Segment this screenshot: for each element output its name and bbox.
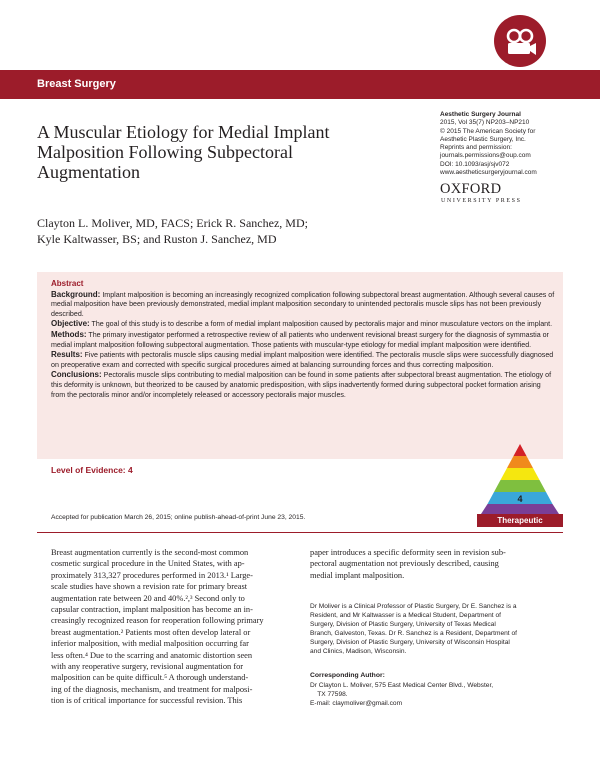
abstract [51,279,556,400]
body-column-right [310,547,550,581]
methods-text: The primary investigator performed a retrospective review of all patients who underwent revisional breast surgery for the diagnosis of symmastia or medial implant malposition following subpectoral augmentation. Those patients with muscular-type etiology for medial implant malposition were identified. [51,330,549,349]
journal-volume: 2015, Vol 35(7) NP203–NP210 [440,119,530,127]
video-camera-icon [494,15,546,67]
corresponding-author [310,681,560,708]
results-text: Five patients with pectoralis muscle slips causing medial implant malposition were identified. The pectoralis muscle slips were successfully diagnosed on preoperative exam and corrected with specific surgical procedures aimed at balancing surrounding forces and thus correcting malposition. [51,351,554,369]
copyright-line: Aesthetic Plastic Surgery, Inc. [440,135,526,143]
body-line: breast augmentation.² Patients most often develop lateral or [51,627,251,637]
abstract-objective [51,319,556,330]
affiliation-line: Branch, Galveston, Texas. Dr R. Sanchez is a Resident, Department of [310,629,517,637]
objective-text: The goal of this study is to describe a form of medial implant malposition caused by pectoralis major and minor musculature vectors on the implant. [91,320,553,329]
affiliation-line: Surgery, Division of Plastic Surgery, University of Wisconsin Hospital [310,638,510,646]
body-line: creasingly recognized reason for reoperation following primary [51,616,264,626]
body-line: inferior malposition, with medial malposition occurring far [51,639,249,649]
journal-meta [440,111,575,177]
pyramid-tier-4 [494,480,546,492]
body-line: proximately 313,327 procedures performed in 2013.¹ Large- [51,570,253,580]
title-line: Augmentation [37,162,140,182]
title-line: A Muscular Etiology for Medial Implant [37,122,330,142]
affiliation-line: Dr Moliver is a Clinical Professor of Plastic Surgery, Dr E. Sanchez is a [310,603,517,610]
results-label: Results: [51,350,83,360]
body-line: ing of the diagnosis, mechanism, and treatment for malposi- [51,684,253,694]
pyramid-tier-1 [514,444,527,456]
pyramid-tier-6 [481,504,559,514]
body-column-left [51,547,289,707]
level-of-evidence: Level of Evidence: 4 [51,465,133,475]
doi: DOI: 10.1093/asj/sjv072 [440,160,510,168]
evidence-type-label: Therapeutic [477,514,563,527]
author-line: Clayton L. Moliver, MD, FACS; Erick R. Sanchez, MD; [37,216,308,230]
body-line: medial implant malposition. [310,570,405,580]
publisher-logo: OXFORD [440,181,502,197]
body-line: less often.⁴ Due to the scarring and anatomic distortion seen [51,650,253,660]
author-affiliations [310,603,560,656]
corresponding-email[interactable]: E-mail: claymoliver@gmail.com [310,700,403,707]
body-line: Breast augmentation currently is the second-most common [51,548,249,557]
conclusions-label: Conclusions: [51,370,102,380]
permissions-email: journals.permissions@oup.com [440,152,531,160]
affiliation-line: and Clinics, Madison, Wisconsin. [310,647,407,655]
body-line: pectoral augmentation not previously described, causing [310,559,499,569]
affiliation-line: Surgery, Division of Plastic Surgery, University of Texas Medical [310,620,496,628]
corresponding-author-heading: Corresponding Author: [310,672,385,679]
author-line: Kyle Kaltwasser, BS; and Ruston J. Sanchez, MD [37,232,277,246]
body-line: augmentation rate between 20 and 40%.²,³ Second only to [51,593,245,603]
pyramid-tier-3 [501,468,540,480]
section-label: Breast Surgery [37,78,116,90]
article-title [37,122,382,182]
abstract-background [51,290,556,320]
journal-url: www.aestheticsurgeryjournal.com [440,169,537,177]
abstract-methods [51,330,556,350]
body-line: capsular contraction, implant malposition has become an in- [51,605,253,615]
background-text: Implant malposition is becoming an increasingly recognized complication following subpectoral breast augmentation. Although several causes of medial malposition have been previously demonstrated, medial implant malposition secondary to unintended pectoralis muscle slips has not been previously described. [51,290,555,318]
title-line: Malposition Following Subpectoral [37,142,293,162]
pyramid-tier-2 [507,456,533,468]
conclusions-text: Pectoralis muscle slips contributing to medial malposition can be found in some patients after subpectoral breast augmentation. The etiology of this deformity is unknown, but theorized to be caused by anatomic predisposition, with slips inadvertently formed during subpectoral pocket formation arising from the pectoralis minor and/or incompletely released or accessory pectoralis major muscles. [51,371,552,399]
corresponding-line: TX 77598. [310,691,348,698]
body-line: malposition can be quite difficult.⁵ A thorough understand- [51,673,249,683]
body-line: paper introduces a specific deformity seen in revision sub- [310,548,506,557]
author-list [37,215,308,247]
section-banner [0,70,600,99]
body-line: tion is of critical importance for successful revision. This [51,696,243,706]
accepted-line: Accepted for publication March 26, 2015; online publish-ahead-of-print June 23, 2015. [51,514,306,521]
body-line: with any reoperative surgery, revisional augmentation for [51,662,244,672]
publisher-sub: UNIVERSITY PRESS [441,198,522,204]
objective-label: Objective: [51,319,90,329]
journal-logo [494,15,546,67]
body-line: scale studies have shown a revision rate for primary breast [51,582,248,592]
body-line: cosmetic surgical procedure in the United States, with ap- [51,559,245,569]
abstract-heading: Abstract [51,279,84,288]
journal-name: Aesthetic Surgery Journal [440,111,521,118]
abstract-results [51,350,556,370]
reprints-label: Reprints and permission: [440,144,512,152]
abstract-conclusions [51,370,556,400]
divider [37,532,563,533]
methods-label: Methods: [51,329,87,339]
copyright-line: © 2015 The American Society for [440,127,536,135]
background-label: Background: [51,289,101,299]
affiliation-line: Resident, and Mr Kaltwasser is a Medical Student, Department of [310,611,501,619]
corresponding-line: Dr Clayton L. Moliver, 575 East Medical Center Blvd., Webster, [310,682,494,689]
pyramid-level-number: 4 [517,494,523,504]
